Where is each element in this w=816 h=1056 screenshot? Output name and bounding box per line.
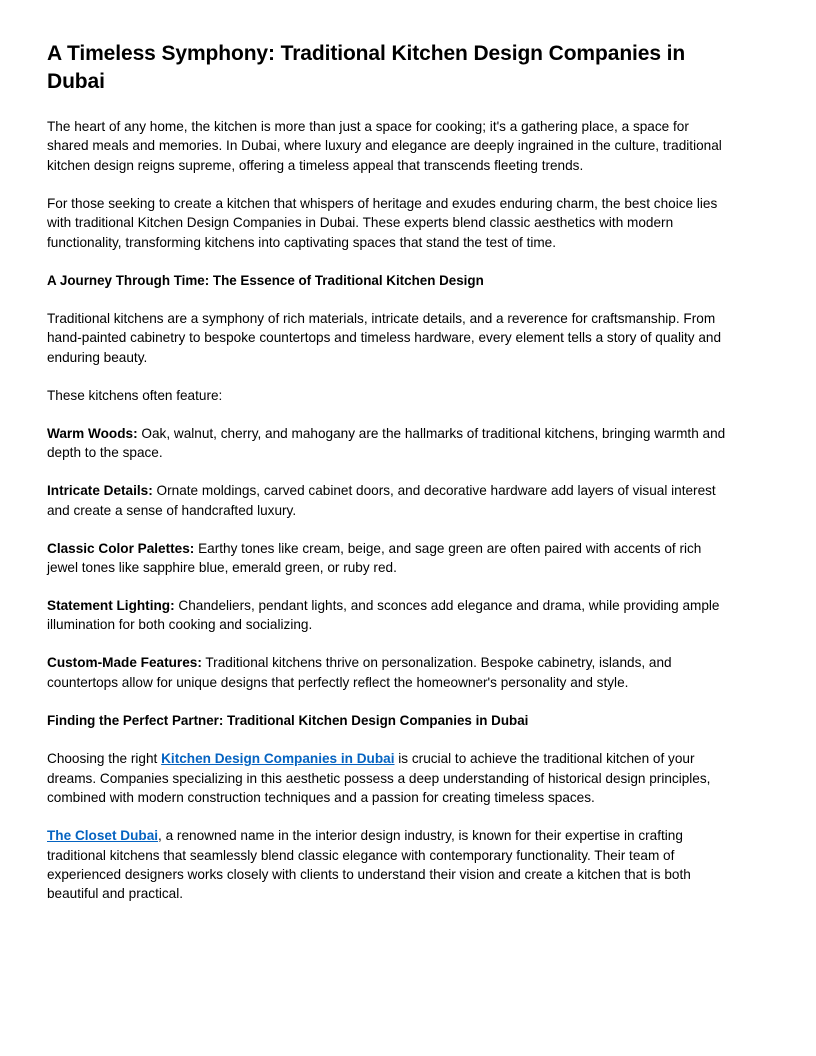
feature-item xyxy=(47,481,727,520)
section-heading-partner: Finding the Perfect Partner: Traditional Kitchen Design Companies in Dubai xyxy=(47,712,529,728)
essence-paragraph: Traditional kitchens are a symphony of rich materials, intricate details, and a reverence for craftsmanship. From hand-painted cabinetry to bespoke countertops and timeless hardware, every element tells a story of quality and enduring beauty. xyxy=(47,311,722,365)
partner-text-before: Choosing the right xyxy=(47,751,162,767)
feature-text: Chandeliers, pendant lights, and sconces add elegance and drama, while providing ample illumination for both cooking and socializing. xyxy=(47,598,720,633)
document-page xyxy=(47,40,727,922)
feature-label: Custom-Made Features: xyxy=(47,655,202,671)
section-heading-essence: A Journey Through Time: The Essence of Traditional Kitchen Design xyxy=(47,272,484,288)
feature-item xyxy=(47,596,727,635)
feature-item xyxy=(47,653,727,692)
features-lead: These kitchens often feature: xyxy=(47,387,223,403)
feature-label: Statement Lighting: xyxy=(47,598,175,614)
feature-label: Intricate Details: xyxy=(47,483,153,499)
page-title: A Timeless Symphony: Traditional Kitchen Design Companies in Dubai xyxy=(47,42,686,93)
feature-item xyxy=(47,539,727,578)
the-closet-dubai-link[interactable]: The Closet Dubai xyxy=(47,828,159,844)
feature-text: Earthy tones like cream, beige, and sage green are often paired with accents of rich jewel tones like sapphire blue, emerald green, or ruby red. xyxy=(47,540,702,576)
partner-text-after: is crucial to achieve the traditional kitchen of your dreams. Companies specializing in this aesthetic possess a deep understanding of historical design principles, combined with modern construction techniques and a passion for creating timeless spaces. xyxy=(47,751,711,806)
partner-paragraph-2 xyxy=(47,826,727,904)
intro-paragraph-2: For those seeking to create a kitchen that whispers of heritage and exudes enduring charm, the best choice lies with traditional Kitchen Design Companies in Dubai. These experts blend classic aesthetics with modern functionality, transforming kitchens into captivating spaces that stand the test of time. xyxy=(47,195,718,250)
intro-paragraph-1: The heart of any home, the kitchen is more than just a space for cooking; it's a gathering place, a space for shared meals and memories. In Dubai, where luxury and elegance are deeply ingrained in the culture, traditional kitchen design reigns supreme, offering a timeless appeal that transcends fleeting trends. xyxy=(47,119,722,173)
feature-item xyxy=(47,424,727,463)
partner-paragraph-1 xyxy=(47,749,727,807)
feature-text: Ornate moldings, carved cabinet doors, and decorative hardware add layers of visual interest and create a sense of handcrafted luxury. xyxy=(47,483,716,518)
feature-text: Oak, walnut, cherry, and mahogany are the hallmarks of traditional kitchens, bringing warmth and depth to the space. xyxy=(47,425,726,461)
closet-text-after: , a renowned name in the interior design industry, is known for their expertise in crafting traditional kitchens that seamlessly blend classic elegance with contemporary functionality. Their team of experienced designers works closely with clients to understand their vision and create a kitchen that is both beautiful and practical. xyxy=(47,828,691,902)
feature-label: Warm Woods: xyxy=(47,425,138,441)
kitchen-design-companies-link[interactable]: Kitchen Design Companies in Dubai xyxy=(161,751,395,767)
feature-label: Classic Color Palettes: xyxy=(47,540,195,556)
feature-text: Traditional kitchens thrive on personalization. Bespoke cabinetry, islands, and countertops allow for unique designs that perfectly reflect the homeowner's personality and style. xyxy=(47,655,672,690)
